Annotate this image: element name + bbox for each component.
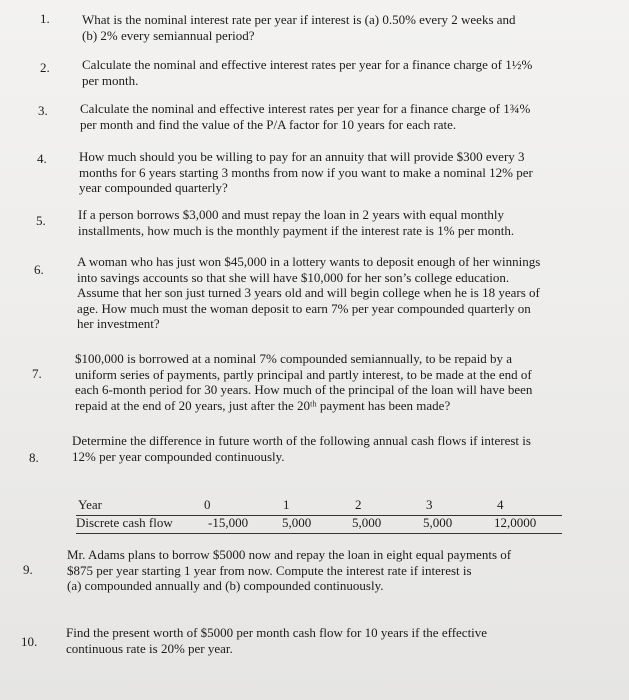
question-number: 5.	[36, 213, 46, 228]
question-number: 8.	[29, 450, 39, 465]
year-cell: 4	[497, 497, 504, 512]
question-number: 2.	[40, 60, 50, 75]
flow-cell: 5,000	[352, 515, 382, 530]
question-number: 10.	[21, 634, 38, 649]
cash-flow-table	[76, 497, 562, 533]
table-row-years	[76, 497, 562, 515]
flow-cell: 5,000	[282, 515, 312, 530]
year-label: Year	[78, 497, 102, 512]
year-cell: 0	[204, 497, 211, 512]
question-number: 7.	[32, 366, 42, 381]
flow-label: Discrete cash flow	[76, 515, 173, 530]
flow-cell: -15,000	[208, 515, 249, 530]
flow-cell: 5,000	[423, 515, 453, 530]
table-rule-bottom	[76, 533, 562, 534]
question-number: 1.	[40, 11, 50, 26]
year-cell: 1	[283, 497, 290, 512]
table-rule-top	[76, 515, 562, 516]
question-number: 6.	[34, 262, 44, 277]
question-number: 3.	[38, 103, 48, 118]
year-cell: 2	[355, 497, 362, 512]
question-number: 4.	[37, 151, 47, 166]
table-row-flows	[76, 515, 562, 533]
year-cell: 3	[426, 497, 433, 512]
flow-cell: 12,0000	[494, 515, 537, 530]
problem-sheet: 1. What is the nominal interest rate per year if interest is (a) 0.50% every 2 weeks and (b) 2% every semiannual period? 2. Calculate the nominal and effective interest rates per year for a finance charge of 1½% per month. 3. Calculate the nominal and effective interest rates per year for a finance charge of 1¾% per month and find the value of the P/A factor for 10 years for each rate. 4. How much should you be willing to pay for an annuity that will provide $300 every 3 months for 6 years starting 3 months from now if you want to make a nominal 12% per year compounded quarterly? 5. If a person borrows $3,000 and must repay the loan in 2 years with equal monthly installments, how much is the monthly payment if the interest rate is 1% per month. 6. A woman who has just won $45,000 in a lottery wants to deposit enough of her winnings into savings accounts so that she will have $10,000 for her son’s college education. Assume that her son just turned 3 years old and will begin college when he is 18 years of age. How much must the woman deposit to earn 7% per year compounded quarterly on her investment? 7. $100,000 is borrowed at a nominal 7% compounded semiannually, to be repaid by a uniform series of payments, partly principal and partly interest, to be made at the end of each 6-month period for 30 years. How much of the principal of the loan will have been repaid at the end of 20 years, just after the 20ᵗʰ payment has been made? 8. Determine the difference in future worth of the following annual cash flows if interest is 12% per year compounded continuously. Year 0 1 2 3 4 Discrete cash flow -15,000 5,000 5,000 5,000 12,0000 9. Mr. Adams plans to borrow $5000 now and repay the loan in eight equal payments of $875 per year starting 1 year from now. Compute the interest rate if interest is (a) compounded annually and (b) compounded continuously. 10. Find the present worth of $5000 per month cash flow for 10 years if the effective continuous rate is 20% per year.	[0, 0, 629, 700]
question-number: 9.	[23, 562, 33, 577]
